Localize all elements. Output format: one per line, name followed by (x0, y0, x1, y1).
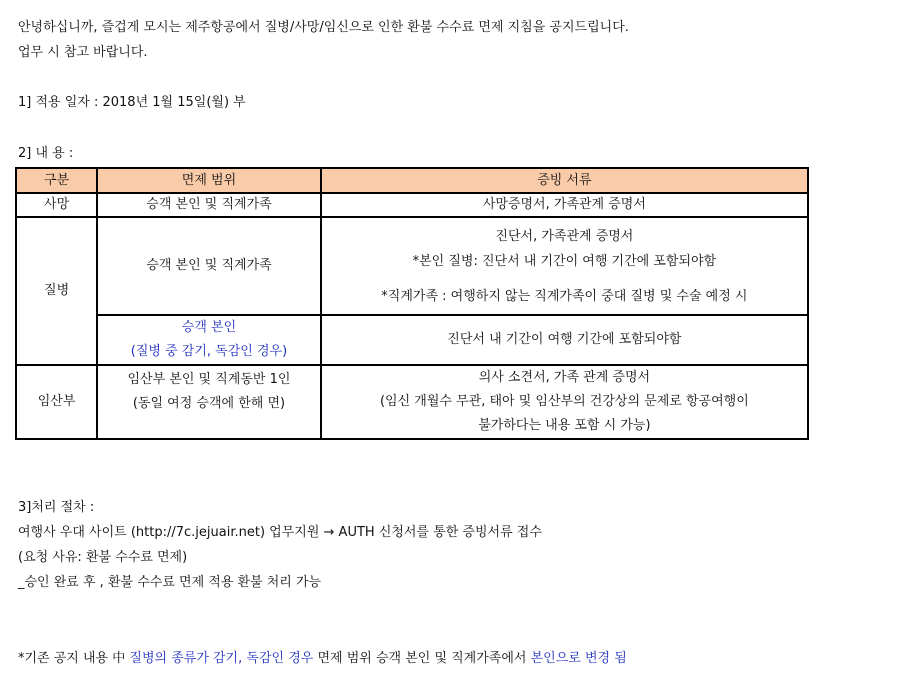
exemption-table (15, 167, 809, 440)
illness-self-scope-line: 승객 본인 (181, 320, 237, 335)
pregnancy-scope-line: 임산부 본인 및 직계동반 1인 (127, 372, 291, 387)
death-scope: 승객 본인 및 직계가족 (97, 193, 321, 217)
header-docs: 증빙 서류 (321, 168, 808, 193)
pregnancy-category: 임산부 (16, 365, 97, 439)
footer-note-prefix: *기존 공지 내용 中 (18, 651, 130, 666)
header-scope: 면제 범위 (97, 168, 321, 193)
pregnancy-docs-note: (임신 개월수 무관, 태아 및 임산부의 건강상의 문제로 항공여행이 (379, 394, 749, 409)
table-row (16, 315, 808, 365)
death-category: 사망 (16, 193, 97, 217)
illness-self-scope-note: (질병 중 감기, 독감인 경우) (130, 344, 288, 359)
process-line-2: (요청 사유: 환불 수수료 면제) (18, 550, 188, 565)
pregnancy-scope (97, 365, 321, 439)
illness-category: 질병 (16, 217, 97, 365)
illness-docs-line: 진단서, 가족관계 증명서 (495, 228, 634, 244)
header-category: 구분 (16, 168, 97, 193)
illness-docs (321, 217, 808, 315)
death-docs: 사망증명서, 가족관계 증명서 (321, 193, 808, 217)
illness-scope: 승객 본인 및 직계가족 (97, 217, 321, 315)
process-label: 3]처리 절차 : (18, 500, 95, 515)
footer-note-middle: 면제 범위 승객 본인 및 직계가족에서 (313, 651, 531, 666)
illness-docs-note-self: *본인 질병: 진단서 내 기간이 여행 기간에 포함되야함 (412, 253, 717, 269)
content-label: 2] 내 용 : (18, 146, 74, 161)
pregnancy-docs (321, 365, 808, 439)
footer-note-highlight-2: 본인으로 변경 됨 (530, 651, 627, 666)
table-header-row (16, 168, 808, 193)
process-line-1: 여행사 우대 사이트 (http://7c.jejuair.net) 업무지원 → AUTH 신청서를 통한 증빙서류 접수 (18, 525, 542, 540)
illness-self-scope (97, 315, 321, 365)
process-line-3: _승인 완료 후 , 환불 수수료 면제 적용 환불 처리 가능 (18, 575, 322, 590)
table-row (16, 193, 808, 217)
pregnancy-docs-note-2: 불가하다는 내용 포함 시 가능) (478, 418, 651, 433)
table-row (16, 217, 808, 315)
apply-date: 1] 적용 일자 : 2018년 1월 15일(월) 부 (18, 95, 246, 110)
intro-line-1: 안녕하십니까, 즐겁게 모시는 제주항공에서 질병/사망/임신으로 인한 환불 수수료 면제 지침을 공지드립니다. (18, 20, 629, 35)
pregnancy-scope-note: (동일 여정 승객에 한해 면) (132, 396, 286, 411)
intro-line-2: 업무 시 참고 바랍니다. (18, 45, 148, 60)
illness-docs-note-family: *직계가족 : 여행하지 않는 직계가족이 중대 질병 및 수술 예정 시 (381, 288, 748, 304)
illness-self-docs: 진단서 내 기간이 여행 기간에 포함되야함 (321, 315, 808, 365)
table-row (16, 365, 808, 439)
pregnancy-docs-line: 의사 소견서, 가족 관계 증명서 (478, 370, 651, 385)
footer-note (18, 650, 627, 668)
footer-note-highlight-1: 질병의 종류가 감기, 독감인 경우 (129, 651, 314, 666)
